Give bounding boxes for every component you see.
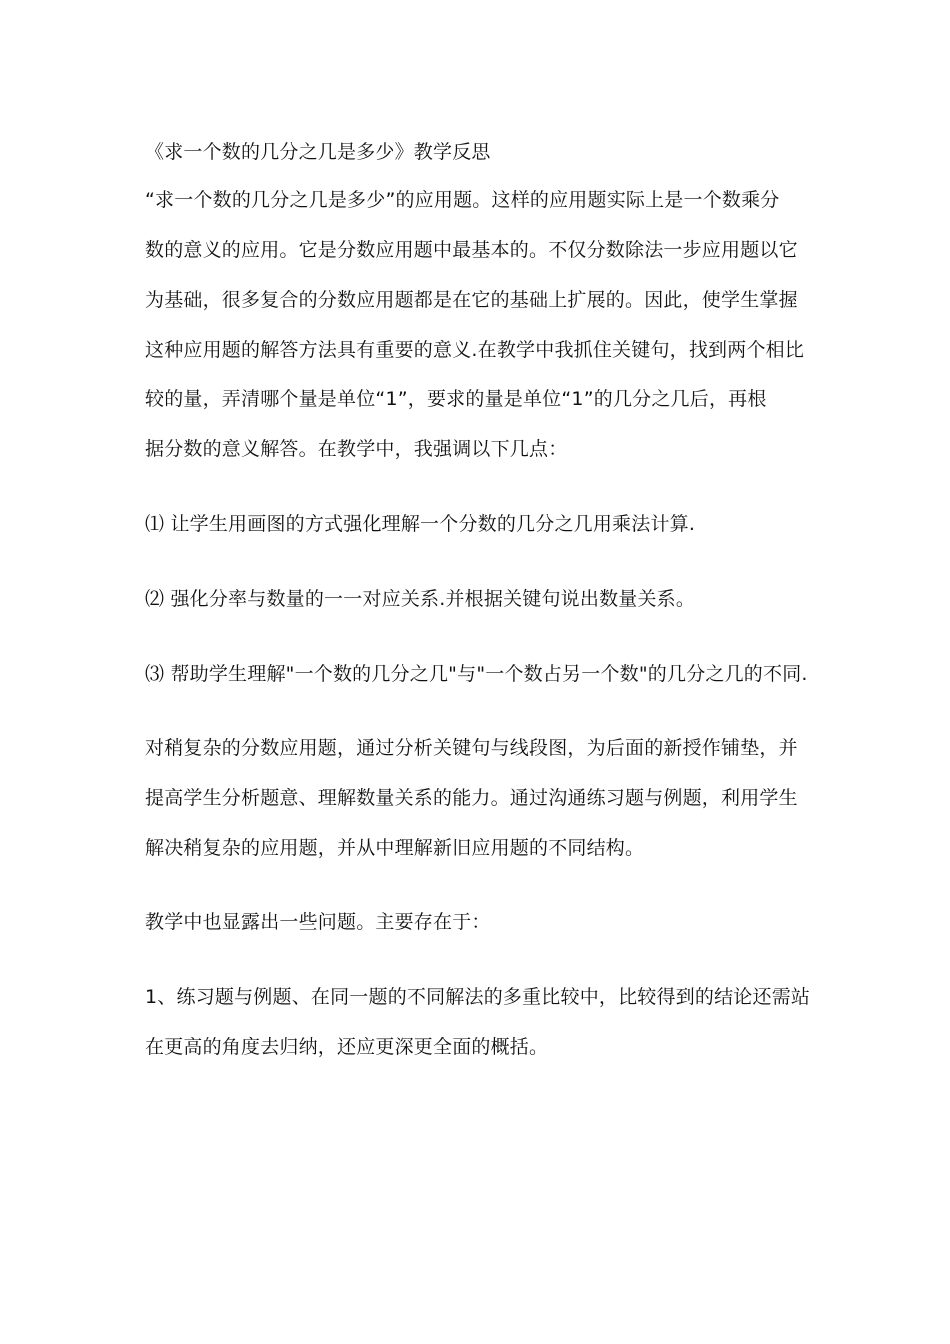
intro-line-5: 较的量，弄清哪个量是单位“1”，要求的量是单位“1”的几分之几后，再根 bbox=[145, 388, 767, 410]
summary-line-2: 提高学生分析题意、理解数量关系的能力。通过沟通练习题与例题，利用学生 bbox=[145, 787, 798, 809]
intro-line-1: “求一个数的几分之几是多少”的应用题。这样的应用题实际上是一个数乘分 bbox=[145, 189, 780, 211]
problem-1-line-1: 1、练习题与例题、在同一题的不同解法的多重比较中，比较得到的结论还需站 bbox=[145, 986, 811, 1008]
intro-line-6: 据分数的意义解答。在教学中，我强调以下几点： bbox=[145, 438, 568, 460]
problems-heading: 教学中也显露出一些问题。主要存在于： bbox=[145, 911, 491, 933]
intro-line-4: 这种应用题的解答方法具有重要的意义.在教学中我抓住关键句，找到两个相比 bbox=[145, 339, 805, 361]
intro-line-2: 数的意义的应用。它是分数应用题中最基本的。不仅分数除法一步应用题以它 bbox=[145, 239, 798, 261]
point-1: ⑴ 让学生用画图的方式强化理解一个分数的几分之几用乘法计算. bbox=[145, 513, 696, 535]
summary-line-1: 对稍复杂的分数应用题，通过分析关键句与线段图，为后面的新授作铺垫，并 bbox=[145, 737, 798, 759]
point-2: ⑵ 强化分率与数量的一一对应关系.并根据关键句说出数量关系。 bbox=[145, 588, 696, 610]
point-3: ⑶ 帮助学生理解"一个数的几分之几"与"一个数占另一个数"的几分之几的不同. bbox=[145, 663, 808, 685]
summary-line-3: 解决稍复杂的应用题，并从中理解新旧应用题的不同结构。 bbox=[145, 837, 645, 859]
problem-1-line-2: 在更高的角度去归纳，还应更深更全面的概括。 bbox=[145, 1036, 549, 1058]
intro-line-3: 为基础，很多复合的分数应用题都是在它的基础上扩展的。因此，使学生掌握 bbox=[145, 289, 798, 311]
document-title: 《求一个数的几分之几是多少》教学反思 bbox=[145, 141, 491, 163]
